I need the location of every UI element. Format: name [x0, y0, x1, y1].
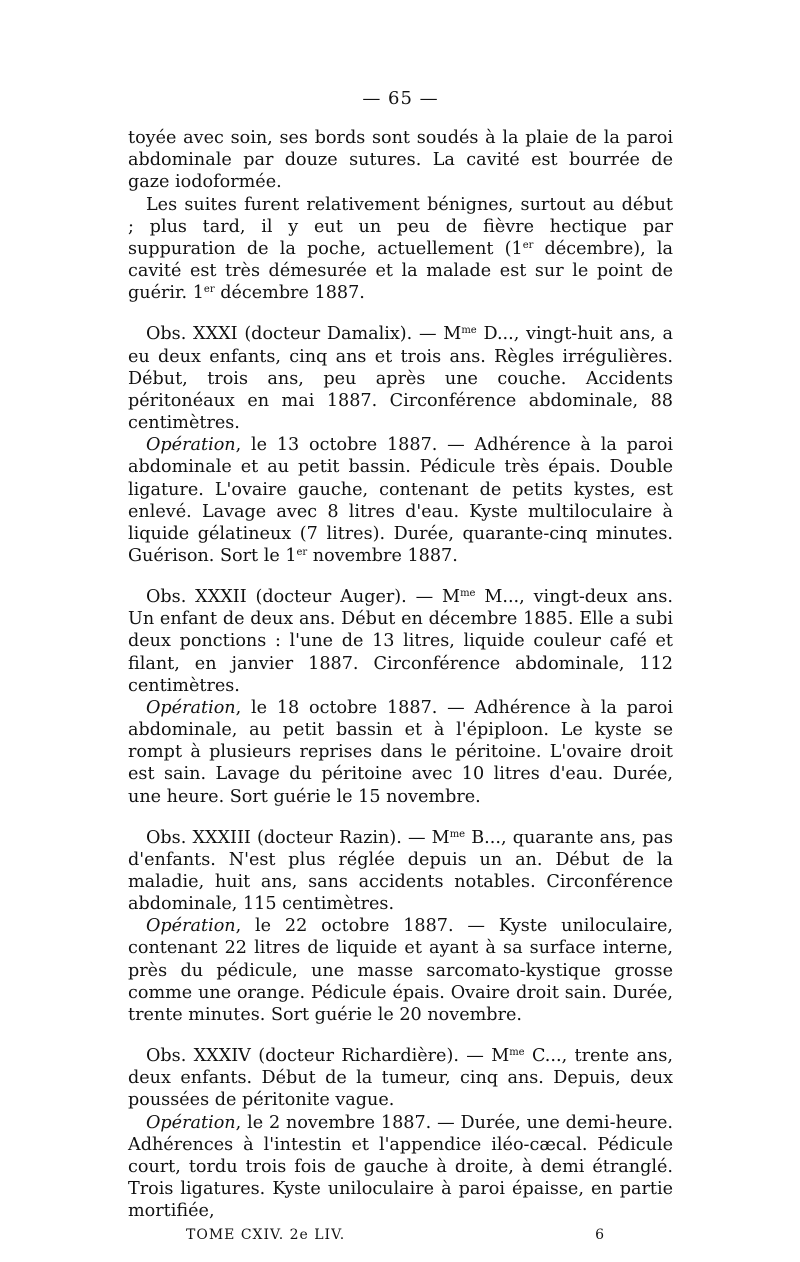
page	[128, 88, 673, 1247]
text: (docteur Auger). — M	[246, 587, 461, 608]
superscript: er	[296, 546, 308, 558]
operation-label: Opération	[146, 916, 236, 937]
superscript: er	[203, 284, 215, 296]
operation-label: Opération	[146, 1112, 236, 1133]
observation-label: Obs. XXXIV	[146, 1046, 251, 1067]
text: décembre), la cavité est très démesurée et la malade est sur le point de guérir. 1	[128, 238, 673, 304]
text: (docteur Razin). — M	[250, 827, 450, 848]
observation-label: Obs. XXXIII	[146, 827, 251, 848]
text: C..., trente ans, deux enfants. Début de la tumeur, cinq ans. Depuis, deux poussées de péritonite vague.	[128, 1046, 673, 1111]
superscript: me	[460, 588, 476, 600]
observation-label: Obs. XXXII	[146, 587, 247, 608]
signature-number: 6	[595, 1227, 605, 1244]
observation-label: Obs. XXXI	[146, 324, 238, 345]
signature-mark: TOME CXIV. 2e LIV.	[186, 1227, 346, 1244]
operation-33	[128, 915, 673, 1026]
text: M..., vingt-deux ans. Un enfant de deux ans. Début en décembre 1885. Elle a subi deux ponctions : l'une de 13 litres, liquide couleur café et filant, en janvier 1887. Circonférence abdominale, 112 centimètres.	[128, 587, 673, 696]
operation-32	[128, 697, 673, 808]
text: , le 18 octobre 1887. — Adhérence à la paroi abdominale, au petit bassin et à l'épiploon. Le kyste se rompt à plusieurs reprises dans le péritoine. L'ovaire droit est sain. Lavage du péritoine avec 10 litres d'eau. Durée, une heure. Sort guérie le 15 novembre.	[128, 697, 673, 807]
operation-31	[128, 434, 673, 567]
observation-32	[128, 586, 673, 697]
text: , le 22 octobre 1887. — Kyste uniloculaire, contenant 22 litres de liquide et ayant à sa surface interne, près du pédicule, une masse sarcomato-kystique grosse comme une orange. Pédicule épais. Ovaire droit sain. Durée, trente minutes. Sort guérie le 20 novembre.	[128, 916, 673, 1025]
operation-label: Opération	[146, 697, 236, 718]
observation-33	[128, 827, 673, 916]
text: D..., vingt-huit ans, a eu deux enfants, cinq ans et trois ans. Règles irrégulières. Début, trois ans, peu après une couche. Accidents péritonéaux en mai 1887. Circonférence abdominale, 88 centimètres.	[128, 324, 673, 434]
text: , le 13 octobre 1887. — Adhérence à la paroi abdominale et au petit bassin. Pédicule très épais. Double ligature. L'ovaire gauche, contenant de petits kystes, est enlevé. Lavage avec 8 litres d'eau. Kyste multiloculaire à liquide gélatineux (7 litres). Durée, quarante-cinq minutes. Guérison. Sort le 1	[128, 435, 673, 566]
page-footer	[128, 1224, 673, 1246]
text: (docteur Damalix). — M	[237, 324, 462, 345]
text: toyée avec soin, ses bords sont soudés à la plaie de la paroi abdominale par douze sutures. La cavité est bourrée de gaze iodoformée.	[128, 128, 673, 193]
paragraph-continuation	[128, 127, 673, 193]
text: novembre 1887.	[307, 545, 458, 566]
superscript: er	[522, 239, 534, 251]
text: , le 2 novembre 1887. — Durée, une demi-heure. Adhérences à l'intestin et l'appendice iléo-cæcal. Pédicule court, tordu trois fois de gauche à droite, à demi étranglé. Trois ligatures. Kyste uniloculaire à paroi épaisse, en partie mortifiée,	[128, 1112, 673, 1222]
operation-label: Opération	[146, 435, 236, 456]
operation-34	[128, 1112, 673, 1223]
superscript: me	[509, 1047, 525, 1059]
text: (docteur Richardière). — M	[250, 1046, 510, 1067]
paragraph-suites	[128, 194, 673, 305]
text: B..., quarante ans, pas d'enfants. N'est plus réglée depuis un an. Début de la maladie, huit ans, sans accidents notables. Circonférence abdominale, 115 centimètres.	[128, 827, 674, 915]
text: Les suites furent relativement bénignes, surtout au début ; plus tard, il y eut un peu de fièvre hectique par suppuration de la poche, actuellement (1	[128, 194, 673, 259]
observation-31	[128, 323, 673, 434]
superscript: me	[461, 325, 477, 337]
page-number: — 65 —	[362, 88, 439, 109]
text: décembre 1887.	[214, 283, 365, 304]
superscript: me	[449, 828, 466, 840]
observation-34	[128, 1045, 673, 1111]
